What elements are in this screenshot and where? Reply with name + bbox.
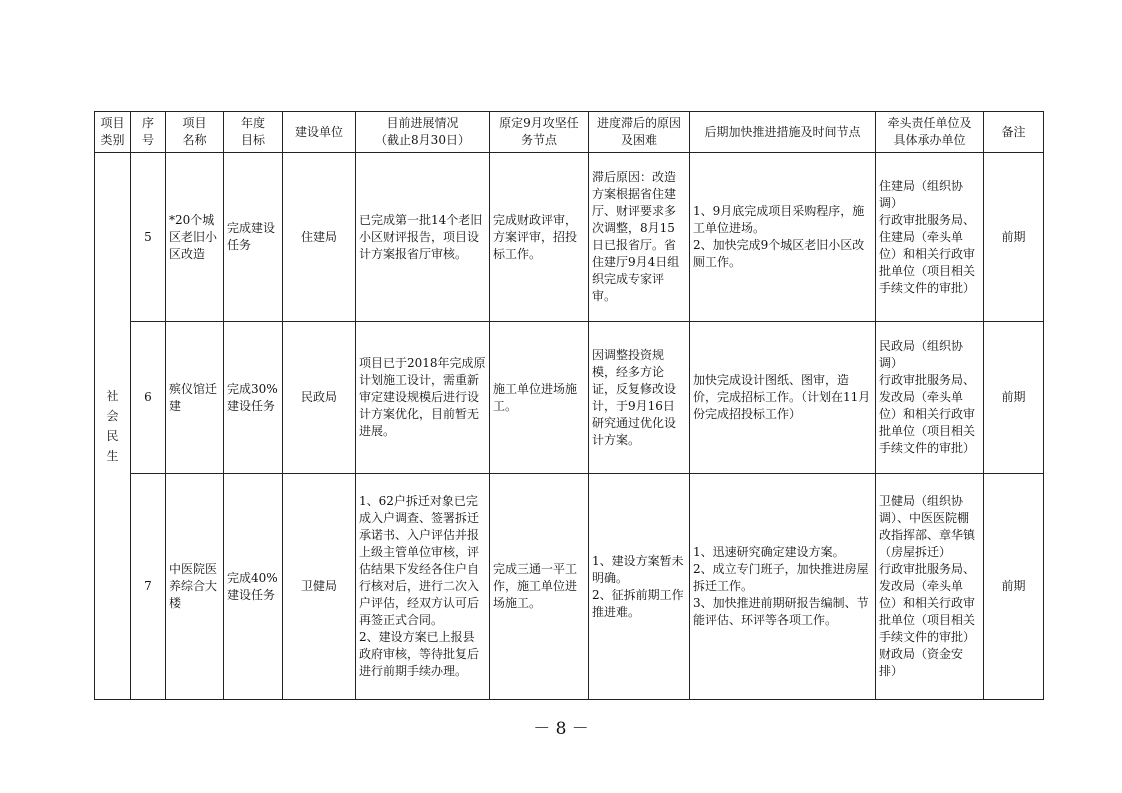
header-lead-units: 牵头责任单位及 具体承办单位 <box>876 112 984 153</box>
annual-goal: 完成40%建设任务 <box>224 474 283 700</box>
annual-goal: 完成30%建设任务 <box>224 322 283 474</box>
header-project-name: 项目 名称 <box>166 112 224 153</box>
project-name: 殡仪馆迁建 <box>166 322 224 474</box>
category-label: 社会民生 <box>106 389 119 463</box>
header-current-progress: 目前进展情况 （截止8月30日） <box>356 112 490 153</box>
project-name: *20个城区老旧小区改造 <box>166 153 224 322</box>
delay-reason: 因调整投资规模，经多方论证，反复修改设计，于9月16日研究通过优化设计方案。 <box>589 322 690 474</box>
construction-unit: 卫健局 <box>283 474 356 700</box>
remark: 前期 <box>984 474 1044 700</box>
row-number: 6 <box>131 322 166 474</box>
row-number: 7 <box>131 474 166 700</box>
current-progress: 已完成第一批14个老旧小区财评报告，项目设计方案报省厅审核。 <box>356 153 490 322</box>
september-task: 完成财政评审，方案评审，招投标工作。 <box>490 153 589 322</box>
measures: 1、9月底完成项目采购程序，施工单位进场。 2、加快完成9个城区老旧小区改厕工作。 <box>690 153 876 322</box>
measures: 1、迅速研究确定建设方案。 2、成立专门班子，加快推进房屋拆迁工作。 3、加快推进前期研报告编制、节能评估、环评等各项工作。 <box>690 474 876 700</box>
remark: 前期 <box>984 322 1044 474</box>
table-row <box>95 322 1044 474</box>
row-number: 5 <box>131 153 166 322</box>
table-row <box>95 474 1044 700</box>
header-remark: 备注 <box>984 112 1044 153</box>
header-measures: 后期加快推进措施及时间节点 <box>690 112 876 153</box>
category-cell <box>95 153 131 700</box>
current-progress: 项目已于2018年完成原计划施工设计，需重新审定建设规模后进行设计方案优化，目前暂无进展。 <box>356 322 490 474</box>
project-progress-table <box>94 111 1044 700</box>
annual-goal: 完成建设任务 <box>224 153 283 322</box>
lead-units: 卫健局（组织协调）、中医医院棚改指挥部、章华镇（房屋拆迁） 行政审批服务局、发改局（牵头单位）和相关行政审批单位（项目相关手续文件的审批） 财政局（资金安排） <box>876 474 984 700</box>
remark: 前期 <box>984 153 1044 322</box>
delay-reason: 滞后原因：改造方案根据省住建厅、财评要求多次调整，8月15日已报省厅。省住建厅9月4日组织完成专家评审。 <box>589 153 690 322</box>
lead-units: 民政局（组织协调） 行政审批服务局、发改局（牵头单位）和相关行政审批单位（项目相关手续文件的审批） <box>876 322 984 474</box>
header-category: 项目 类别 <box>95 112 131 153</box>
current-progress: 1、62户拆迁对象已完成入户调查、签署拆迁承诺书、入户评估并报上级主管单位审核，评估结果下发经各住户自行核对后，进行二次入户评估，经双方认可后再签正式合同。 2、建设方案已上报县政府审核，等待批复后进行前期手续办理。 <box>356 474 490 700</box>
header-construction-unit: 建设单位 <box>283 112 356 153</box>
table-header-row <box>95 112 1044 153</box>
page-number: － 8 － <box>533 719 589 739</box>
delay-reason: 1、建设方案暂未明确。 2、征拆前期工作推进难。 <box>589 474 690 700</box>
header-september-task: 原定9月攻坚任 务节点 <box>490 112 589 153</box>
lead-units: 住建局（组织协调） 行政审批服务局、住建局（牵头单位）和相关行政审批单位（项目相关手续文件的审批） <box>876 153 984 322</box>
september-task: 完成三通一平工作，施工单位进场施工。 <box>490 474 589 700</box>
construction-unit: 民政局 <box>283 322 356 474</box>
header-delay-reason: 进度滞后的原因 及困难 <box>589 112 690 153</box>
header-number: 序 号 <box>131 112 166 153</box>
construction-unit: 住建局 <box>283 153 356 322</box>
table-row <box>95 153 1044 322</box>
measures: 加快完成设计图纸、图审，造价，完成招标工作。（计划在11月份完成招投标工作） <box>690 322 876 474</box>
september-task: 施工单位进场施工。 <box>490 322 589 474</box>
project-name: 中医院医养综合大楼 <box>166 474 224 700</box>
header-annual-goal: 年度 目标 <box>224 112 283 153</box>
